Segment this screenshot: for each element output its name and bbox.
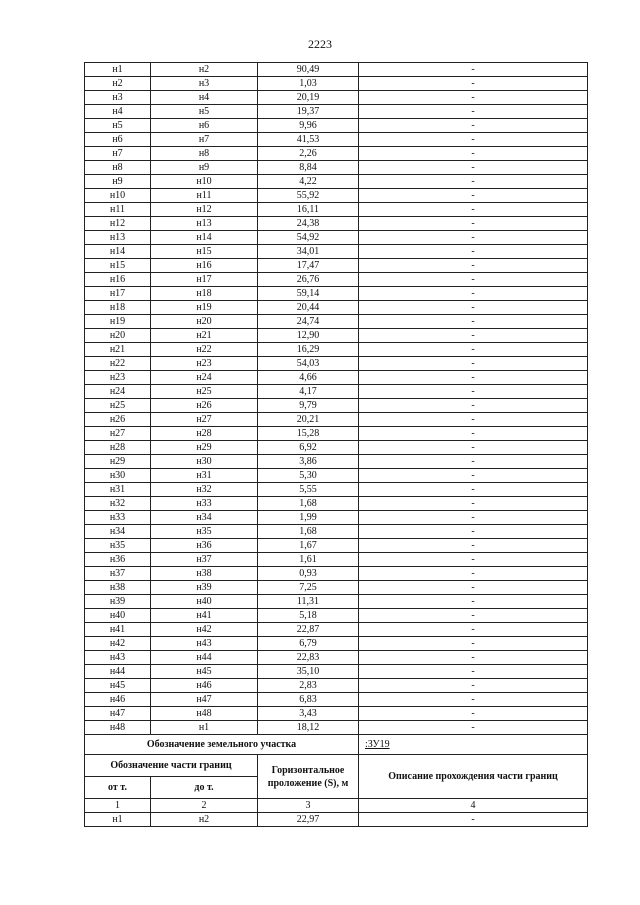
- description-value: -: [359, 371, 588, 385]
- table-row: [85, 91, 588, 105]
- to-point: н11: [151, 189, 258, 203]
- table-row: [85, 553, 588, 567]
- table-row: [85, 147, 588, 161]
- distance-value: 7,25: [258, 581, 359, 595]
- to-point: н29: [151, 441, 258, 455]
- distance-value: 26,76: [258, 273, 359, 287]
- to-point: н16: [151, 259, 258, 273]
- description-value: -: [359, 63, 588, 77]
- description-value: -: [359, 91, 588, 105]
- table-row: [85, 119, 588, 133]
- table-row: [85, 203, 588, 217]
- distance-value: 1,99: [258, 511, 359, 525]
- to-point: н4: [151, 91, 258, 105]
- distance-value: 6,79: [258, 637, 359, 651]
- table-row: [85, 455, 588, 469]
- table-row: [85, 637, 588, 651]
- distance-value: 22,97: [258, 813, 359, 827]
- distance-value: 34,01: [258, 245, 359, 259]
- column-number: 1: [85, 799, 151, 813]
- table-row: [85, 511, 588, 525]
- distance-value: 1,68: [258, 497, 359, 511]
- description-value: -: [359, 427, 588, 441]
- to-point: н41: [151, 609, 258, 623]
- table-row: [85, 329, 588, 343]
- description-value: -: [359, 707, 588, 721]
- to-point: н15: [151, 245, 258, 259]
- description-value: -: [359, 441, 588, 455]
- distance-value: 5,18: [258, 609, 359, 623]
- from-point: н9: [85, 175, 151, 189]
- from-point: н47: [85, 707, 151, 721]
- to-point: н37: [151, 553, 258, 567]
- to-point: н14: [151, 231, 258, 245]
- to-point: н36: [151, 539, 258, 553]
- distance-value: 3,43: [258, 707, 359, 721]
- from-point: н18: [85, 301, 151, 315]
- to-point: н35: [151, 525, 258, 539]
- to-point: н9: [151, 161, 258, 175]
- from-point: н10: [85, 189, 151, 203]
- table-row: [85, 287, 588, 301]
- from-point: н4: [85, 105, 151, 119]
- description-value: -: [359, 203, 588, 217]
- to-point: н27: [151, 413, 258, 427]
- distance-value: 11,31: [258, 595, 359, 609]
- from-point: н2: [85, 77, 151, 91]
- from-point: н41: [85, 623, 151, 637]
- distance-value: 1,03: [258, 77, 359, 91]
- description-value: -: [359, 469, 588, 483]
- description-value: -: [359, 231, 588, 245]
- to-point: н19: [151, 301, 258, 315]
- distance-value: 6,83: [258, 693, 359, 707]
- description-value: -: [359, 567, 588, 581]
- description-value: -: [359, 189, 588, 203]
- to-point: н45: [151, 665, 258, 679]
- description-value: -: [359, 133, 588, 147]
- from-point: н8: [85, 161, 151, 175]
- from-point: н6: [85, 133, 151, 147]
- table-row: [85, 693, 588, 707]
- description-value: -: [359, 413, 588, 427]
- table-row: [85, 189, 588, 203]
- distance-value: 9,79: [258, 399, 359, 413]
- from-point: н17: [85, 287, 151, 301]
- table-row: [85, 525, 588, 539]
- header-row-1: [85, 755, 588, 777]
- description-value: -: [359, 693, 588, 707]
- distance-value: 5,30: [258, 469, 359, 483]
- description-value: -: [359, 539, 588, 553]
- to-point: н8: [151, 147, 258, 161]
- from-point: н11: [85, 203, 151, 217]
- table-row: [85, 595, 588, 609]
- table-row: [85, 343, 588, 357]
- from-point: н24: [85, 385, 151, 399]
- part-header: Обозначение части границ: [85, 755, 258, 777]
- to-point: н22: [151, 343, 258, 357]
- distance-value: 54,92: [258, 231, 359, 245]
- table-row: [85, 231, 588, 245]
- description-value: -: [359, 315, 588, 329]
- distance-value: 15,28: [258, 427, 359, 441]
- distance-header: Горизонтальное проложение (S), м: [258, 755, 359, 799]
- description-header: Описание прохождения части границ: [359, 755, 588, 799]
- table-row: [85, 609, 588, 623]
- from-point: н34: [85, 525, 151, 539]
- table-row: [85, 133, 588, 147]
- distance-value: 16,29: [258, 343, 359, 357]
- to-point: н13: [151, 217, 258, 231]
- to-point: н46: [151, 679, 258, 693]
- boundary-rows: [85, 63, 588, 735]
- table-row: [85, 623, 588, 637]
- distance-value: 3,86: [258, 455, 359, 469]
- from-point: н32: [85, 497, 151, 511]
- to-point: н12: [151, 203, 258, 217]
- from-point: н13: [85, 231, 151, 245]
- table-row: [85, 721, 588, 735]
- from-point: н28: [85, 441, 151, 455]
- to-point: н28: [151, 427, 258, 441]
- to-point: н2: [151, 63, 258, 77]
- description-value: -: [359, 637, 588, 651]
- table-row: [85, 581, 588, 595]
- distance-value: 1,67: [258, 539, 359, 553]
- to-point: н6: [151, 119, 258, 133]
- distance-value: 90,49: [258, 63, 359, 77]
- description-value: -: [359, 581, 588, 595]
- table-row: [85, 259, 588, 273]
- to-point: н7: [151, 133, 258, 147]
- from-point: н36: [85, 553, 151, 567]
- from-point: н5: [85, 119, 151, 133]
- description-value: -: [359, 161, 588, 175]
- table-row: [85, 813, 588, 827]
- parcel-id: :ЗУ19: [359, 735, 588, 755]
- from-point: н16: [85, 273, 151, 287]
- distance-value: 24,74: [258, 315, 359, 329]
- table-row: [85, 441, 588, 455]
- table-row: [85, 539, 588, 553]
- description-value: -: [359, 497, 588, 511]
- table-row: [85, 315, 588, 329]
- to-point: н39: [151, 581, 258, 595]
- distance-value: 1,68: [258, 525, 359, 539]
- to-point: н5: [151, 105, 258, 119]
- from-point: н7: [85, 147, 151, 161]
- to-point: н48: [151, 707, 258, 721]
- table-row: [85, 567, 588, 581]
- to-point: н34: [151, 511, 258, 525]
- table-row: [85, 497, 588, 511]
- from-point: н20: [85, 329, 151, 343]
- distance-value: 20,44: [258, 301, 359, 315]
- from-point: н38: [85, 581, 151, 595]
- distance-value: 54,03: [258, 357, 359, 371]
- description-value: -: [359, 119, 588, 133]
- from-point: н46: [85, 693, 151, 707]
- description-value: -: [359, 357, 588, 371]
- table-row: [85, 217, 588, 231]
- to-point: н20: [151, 315, 258, 329]
- distance-value: 2,26: [258, 147, 359, 161]
- to-point: н1: [151, 721, 258, 735]
- from-point: н22: [85, 357, 151, 371]
- from-point: н33: [85, 511, 151, 525]
- from-point: н30: [85, 469, 151, 483]
- description-value: -: [359, 287, 588, 301]
- description-value: -: [359, 511, 588, 525]
- to-point: н26: [151, 399, 258, 413]
- table-row: [85, 651, 588, 665]
- from-point: н45: [85, 679, 151, 693]
- from-point: н43: [85, 651, 151, 665]
- table-row: [85, 245, 588, 259]
- from-point: н27: [85, 427, 151, 441]
- table-row: [85, 483, 588, 497]
- parcel-row: [85, 735, 588, 755]
- to-point: н17: [151, 273, 258, 287]
- to-header: до т.: [151, 777, 258, 799]
- table-row: [85, 665, 588, 679]
- table-row: [85, 679, 588, 693]
- distance-value: 22,87: [258, 623, 359, 637]
- from-point: н1: [85, 63, 151, 77]
- description-value: -: [359, 813, 588, 827]
- to-point: н32: [151, 483, 258, 497]
- to-point: н25: [151, 385, 258, 399]
- from-point: н21: [85, 343, 151, 357]
- table-row: [85, 301, 588, 315]
- description-value: -: [359, 679, 588, 693]
- description-value: -: [359, 259, 588, 273]
- distance-value: 22,83: [258, 651, 359, 665]
- table-row: [85, 469, 588, 483]
- from-point: н19: [85, 315, 151, 329]
- distance-value: 20,19: [258, 91, 359, 105]
- from-point: н26: [85, 413, 151, 427]
- description-value: -: [359, 245, 588, 259]
- table-row: [85, 399, 588, 413]
- description-value: -: [359, 77, 588, 91]
- table-row: [85, 273, 588, 287]
- description-value: -: [359, 483, 588, 497]
- to-point: н30: [151, 455, 258, 469]
- distance-value: 0,93: [258, 567, 359, 581]
- distance-value: 12,90: [258, 329, 359, 343]
- distance-value: 16,11: [258, 203, 359, 217]
- distance-value: 20,21: [258, 413, 359, 427]
- description-value: -: [359, 721, 588, 735]
- distance-value: 6,92: [258, 441, 359, 455]
- from-point: н29: [85, 455, 151, 469]
- description-value: -: [359, 217, 588, 231]
- to-point: н24: [151, 371, 258, 385]
- from-point: н14: [85, 245, 151, 259]
- from-point: н35: [85, 539, 151, 553]
- to-point: н44: [151, 651, 258, 665]
- distance-value: 2,83: [258, 679, 359, 693]
- parcel-label: Обозначение земельного участка: [85, 735, 359, 755]
- to-point: н23: [151, 357, 258, 371]
- from-point: н25: [85, 399, 151, 413]
- description-value: -: [359, 399, 588, 413]
- description-value: -: [359, 595, 588, 609]
- to-point: н31: [151, 469, 258, 483]
- distance-value: 35,10: [258, 665, 359, 679]
- distance-value: 4,22: [258, 175, 359, 189]
- distance-value: 5,55: [258, 483, 359, 497]
- column-number-row: [85, 799, 588, 813]
- column-number: 4: [359, 799, 588, 813]
- description-value: -: [359, 385, 588, 399]
- from-point: н23: [85, 371, 151, 385]
- to-point: н18: [151, 287, 258, 301]
- description-value: -: [359, 105, 588, 119]
- to-point: н38: [151, 567, 258, 581]
- table-row: [85, 427, 588, 441]
- description-value: -: [359, 147, 588, 161]
- to-point: н33: [151, 497, 258, 511]
- description-value: -: [359, 609, 588, 623]
- description-value: -: [359, 273, 588, 287]
- to-point: н42: [151, 623, 258, 637]
- from-point: н42: [85, 637, 151, 651]
- boundary-table: [84, 62, 588, 827]
- from-point: н37: [85, 567, 151, 581]
- from-point: н1: [85, 813, 151, 827]
- table-row: [85, 413, 588, 427]
- distance-value: 55,92: [258, 189, 359, 203]
- from-point: н15: [85, 259, 151, 273]
- distance-value: 8,84: [258, 161, 359, 175]
- to-point: н43: [151, 637, 258, 651]
- page-number: 2223: [308, 37, 332, 51]
- description-value: -: [359, 651, 588, 665]
- from-point: н44: [85, 665, 151, 679]
- description-value: -: [359, 665, 588, 679]
- description-value: -: [359, 525, 588, 539]
- table-row: [85, 161, 588, 175]
- from-point: н39: [85, 595, 151, 609]
- from-point: н48: [85, 721, 151, 735]
- description-value: -: [359, 553, 588, 567]
- description-value: -: [359, 623, 588, 637]
- table-row: [85, 371, 588, 385]
- column-number: 3: [258, 799, 359, 813]
- column-number: 2: [151, 799, 258, 813]
- description-value: -: [359, 343, 588, 357]
- to-point: н10: [151, 175, 258, 189]
- from-point: н31: [85, 483, 151, 497]
- table-row: [85, 357, 588, 371]
- distance-value: 19,37: [258, 105, 359, 119]
- from-point: н3: [85, 91, 151, 105]
- distance-value: 24,38: [258, 217, 359, 231]
- to-point: н47: [151, 693, 258, 707]
- distance-value: 41,53: [258, 133, 359, 147]
- description-value: -: [359, 301, 588, 315]
- table-row: [85, 63, 588, 77]
- distance-value: 18,12: [258, 721, 359, 735]
- description-value: -: [359, 175, 588, 189]
- distance-value: 9,96: [258, 119, 359, 133]
- distance-value: 59,14: [258, 287, 359, 301]
- to-point: н3: [151, 77, 258, 91]
- table-row: [85, 175, 588, 189]
- description-value: -: [359, 329, 588, 343]
- description-value: -: [359, 455, 588, 469]
- table-row: [85, 77, 588, 91]
- to-point: н2: [151, 813, 258, 827]
- table-row: [85, 385, 588, 399]
- distance-value: 4,17: [258, 385, 359, 399]
- to-point: н21: [151, 329, 258, 343]
- to-point: н40: [151, 595, 258, 609]
- from-point: н12: [85, 217, 151, 231]
- table-row: [85, 105, 588, 119]
- from-point: н40: [85, 609, 151, 623]
- distance-value: 4,66: [258, 371, 359, 385]
- distance-value: 17,47: [258, 259, 359, 273]
- distance-value: 1,61: [258, 553, 359, 567]
- from-header: от т.: [85, 777, 151, 799]
- table-row: [85, 707, 588, 721]
